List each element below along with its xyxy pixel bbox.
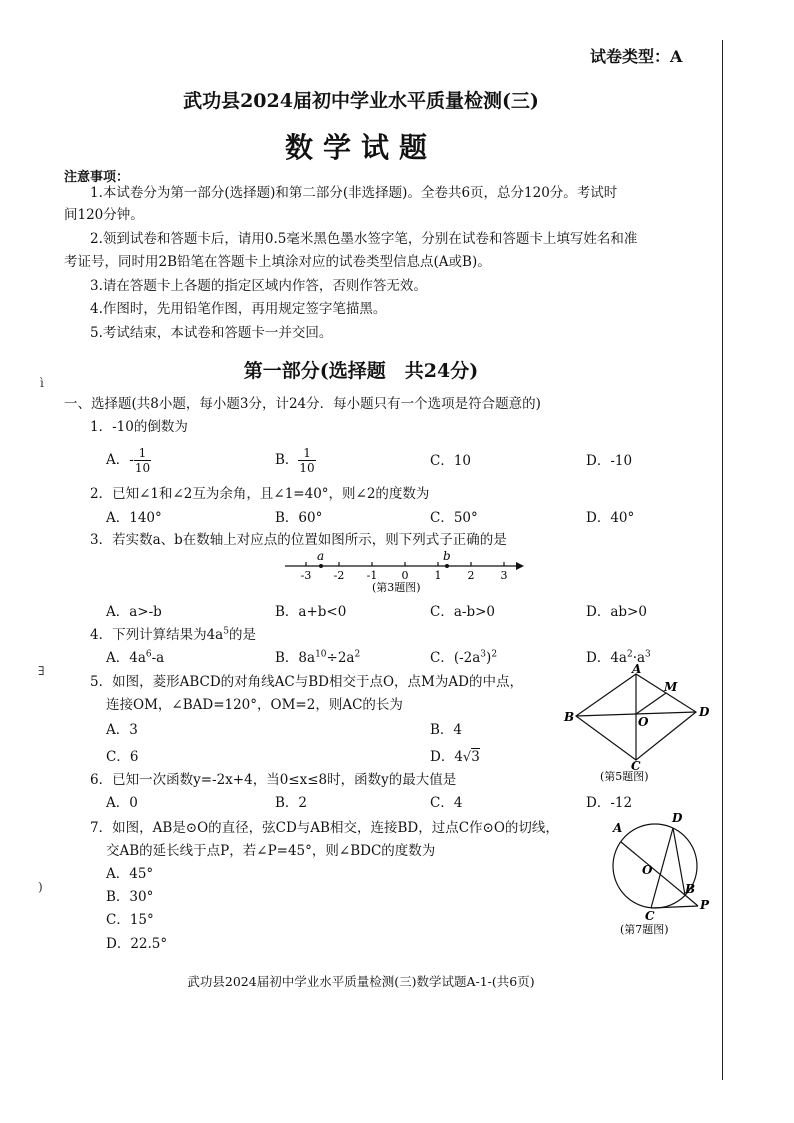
number-line-tick-label: -3 — [300, 569, 312, 582]
label-b: B — [685, 882, 696, 896]
question-4-stem — [90, 623, 256, 643]
point-a-label: a — [317, 549, 325, 563]
q1-option-d: D．-10 — [586, 453, 633, 469]
number-line-tick-label: 0 — [401, 569, 409, 582]
question-3-stem: 3．若实数a、b在数轴上对应点的位置如图所示，则下列式子正确的是 — [90, 532, 507, 548]
fraction-denominator: 10 — [134, 461, 151, 475]
fraction — [134, 446, 151, 475]
q4-option-b — [275, 646, 360, 666]
note-line: 2.领到试卷和答题卡后，请用0.5毫米黑色墨水签字笔，分别在试卷和答题卡上填写姓名和准 — [90, 231, 638, 247]
circle-figure — [600, 806, 712, 936]
q3-option-a: A．a>-b — [106, 604, 162, 620]
label-a: A — [632, 664, 642, 676]
segment-om — [636, 693, 666, 714]
section-heading: 一、选择题(共8小题，每小题3分，计24分．每小题只有一个选项是符合题意的) — [64, 396, 541, 412]
q4-b-sup: 10 — [315, 649, 327, 660]
q4-c-sup2: 2 — [491, 649, 498, 660]
question-5-line1: 5．如图，菱形ABCD的对角线AC与BD相交于点O，点M为AD的中点， — [90, 674, 523, 690]
binding-line — [722, 40, 723, 1080]
note-line: 5.考试结束，本试卷和答题卡一并交回。 — [90, 325, 333, 341]
q5-d-pre: D．4 — [430, 749, 463, 765]
q4-option-a — [106, 646, 164, 666]
label-m: M — [664, 680, 678, 694]
label-c: C — [645, 909, 655, 923]
label-a: A — [613, 821, 623, 835]
q5-option-b: B．4 — [430, 722, 463, 738]
fraction-denominator: 10 — [299, 461, 315, 475]
q4-d-sup2: 3 — [645, 649, 651, 660]
q4-b-sup2: 2 — [354, 649, 361, 660]
subject-title: 数学试题 — [284, 131, 437, 164]
q2-option-c: C．50° — [430, 510, 478, 526]
q4-option-d — [586, 646, 651, 666]
question-2-stem: 2．已知∠1和∠2互为余角，且∠1=40°，则∠2的度数为 — [90, 486, 430, 502]
label-o: O — [638, 715, 649, 729]
figure-3-caption: (第3题图) — [372, 581, 421, 594]
point-b-label: b — [443, 549, 451, 563]
fraction-numerator: 1 — [298, 446, 315, 461]
q4-stem-post: 的是 — [228, 627, 256, 643]
q4-c-pre: C．(-2a — [430, 650, 481, 666]
q5-d-radicand: 3 — [471, 749, 480, 765]
note-line: 1.本试卷分为第一部分(选择题)和第二部分(非选择题)。全卷共6页，总分120分。考试时 — [90, 185, 618, 201]
q6-option-a: A．0 — [106, 795, 138, 811]
sqrt-sign: √ — [462, 750, 472, 765]
figure-5-caption: (第5题图) — [600, 770, 649, 782]
q4-c-sup: 3 — [480, 649, 487, 660]
margin-mark: ì — [40, 376, 44, 390]
number-line-tick-label: -2 — [333, 569, 345, 582]
q7-option-c: C．15° — [106, 912, 154, 928]
question-7-line1: 7．如图，AB是⊙O的直径，弦CD与AB相交，连接BD，过点C作⊙O的切线， — [90, 820, 559, 836]
q3-option-b: B．a+b<0 — [275, 604, 347, 620]
margin-mark: ) — [38, 880, 43, 894]
q1-option-b-prefix: B． — [275, 452, 299, 468]
q5-option-a: A．3 — [106, 722, 138, 738]
segment-bd — [673, 828, 685, 895]
q1-option-c: C．10 — [430, 453, 472, 469]
q6-option-b: B．2 — [275, 795, 308, 811]
rhombus-figure — [560, 664, 710, 782]
q4-d-pre: D．4a — [586, 650, 627, 666]
note-line: 间120分钟。 — [64, 207, 144, 223]
q6-option-d: D．-12 — [586, 795, 633, 811]
number-line-tick-label: 1 — [434, 569, 442, 582]
paper-type: 试卷类型：A — [590, 47, 683, 66]
q4-b-mid: ÷2a — [326, 650, 355, 666]
label-b: B — [564, 710, 575, 724]
part1-title: 第一部分(选择题 共24分) — [243, 360, 479, 382]
q4-b-pre: B．8a — [275, 650, 316, 666]
q4-d-mid: ·a — [632, 650, 646, 666]
q1-option-b — [275, 446, 316, 475]
number-line-tick-label: 3 — [500, 569, 508, 582]
q2-option-a: A．140° — [106, 510, 162, 526]
q4-stem-sup: 5 — [223, 626, 229, 637]
label-d: D — [699, 705, 710, 719]
question-1-stem: 1．-10的倒数为 — [90, 419, 188, 435]
number-line-tick-label: -1 — [366, 569, 378, 582]
note-line: 考证号，同时用2B铅笔在答题卡上填涂对应的试卷类型信息点(A或B)。 — [64, 254, 491, 270]
point-a-dot — [319, 564, 323, 568]
question-6-stem: 6．已知一次函数y=-2x+4，当0≤x≤8时，函数y的最大值是 — [90, 772, 457, 788]
axis-arrow — [516, 562, 524, 570]
exam-title: 武功县2024届初中学业水平质量检测(三) — [183, 90, 539, 112]
q4-a-sup: 6 — [145, 649, 152, 660]
q7-option-b: B．30° — [106, 889, 154, 905]
fraction-numerator: 1 — [134, 446, 151, 461]
figure-7-caption: (第7题图) — [620, 923, 669, 936]
q4-option-c — [430, 646, 497, 666]
number-line-ticks — [301, 562, 508, 582]
tangent-cp — [651, 906, 698, 908]
q7-option-d: D．22.5° — [106, 936, 168, 952]
number-line-tick-label: 2 — [467, 569, 475, 582]
q7-option-a: A．45° — [106, 866, 154, 882]
q1-option-a-prefix: A．- — [106, 452, 134, 468]
q5-option-c: C．6 — [106, 749, 139, 765]
ab-extension — [685, 895, 698, 906]
label-p: P — [700, 898, 710, 912]
q4-a-post: -a — [151, 650, 165, 666]
label-o: O — [642, 863, 653, 877]
label-d: D — [672, 811, 683, 825]
question-7-line2: 交AB的延长线于点P，若∠P=45°，则∠BDC的度数为 — [106, 843, 436, 859]
q5-option-d — [430, 745, 480, 765]
q4-stem-pre: 4．下列计算结果为4a — [90, 627, 224, 643]
q6-option-c: C．4 — [430, 795, 463, 811]
point-b-dot — [445, 564, 449, 568]
diameter-ab — [621, 842, 685, 895]
note-line: 3.请在答题卡上各题的指定区域内作答，否则作答无效。 — [90, 278, 427, 294]
q4-c-mid: ) — [486, 650, 492, 666]
q3-option-d: D．ab>0 — [586, 604, 647, 620]
q4-a-pre: A．4a — [106, 650, 146, 666]
fraction — [298, 446, 315, 475]
chord-cd — [651, 828, 673, 908]
label-c: C — [631, 759, 641, 773]
question-5-line2: 连接OM，∠BAD=120°，OM=2，则AC的长为 — [106, 697, 403, 713]
number-line-figure — [280, 548, 530, 594]
q4-d-sup: 2 — [626, 649, 633, 660]
margin-mark: ∃ — [38, 664, 45, 678]
q1-option-a — [106, 446, 151, 475]
note-line: 4.作图时，先用铅笔作图，再用规定签字笔描黑。 — [90, 301, 387, 317]
q3-option-c: C．a-b>0 — [430, 604, 495, 620]
q2-option-d: D．40° — [586, 510, 635, 526]
notes-heading: 注意事项： — [64, 170, 130, 185]
page-footer: 武功县2024届初中学业水平质量检测(三)数学试题A-1-(共6页) — [187, 974, 535, 989]
q2-option-b: B．60° — [275, 510, 323, 526]
